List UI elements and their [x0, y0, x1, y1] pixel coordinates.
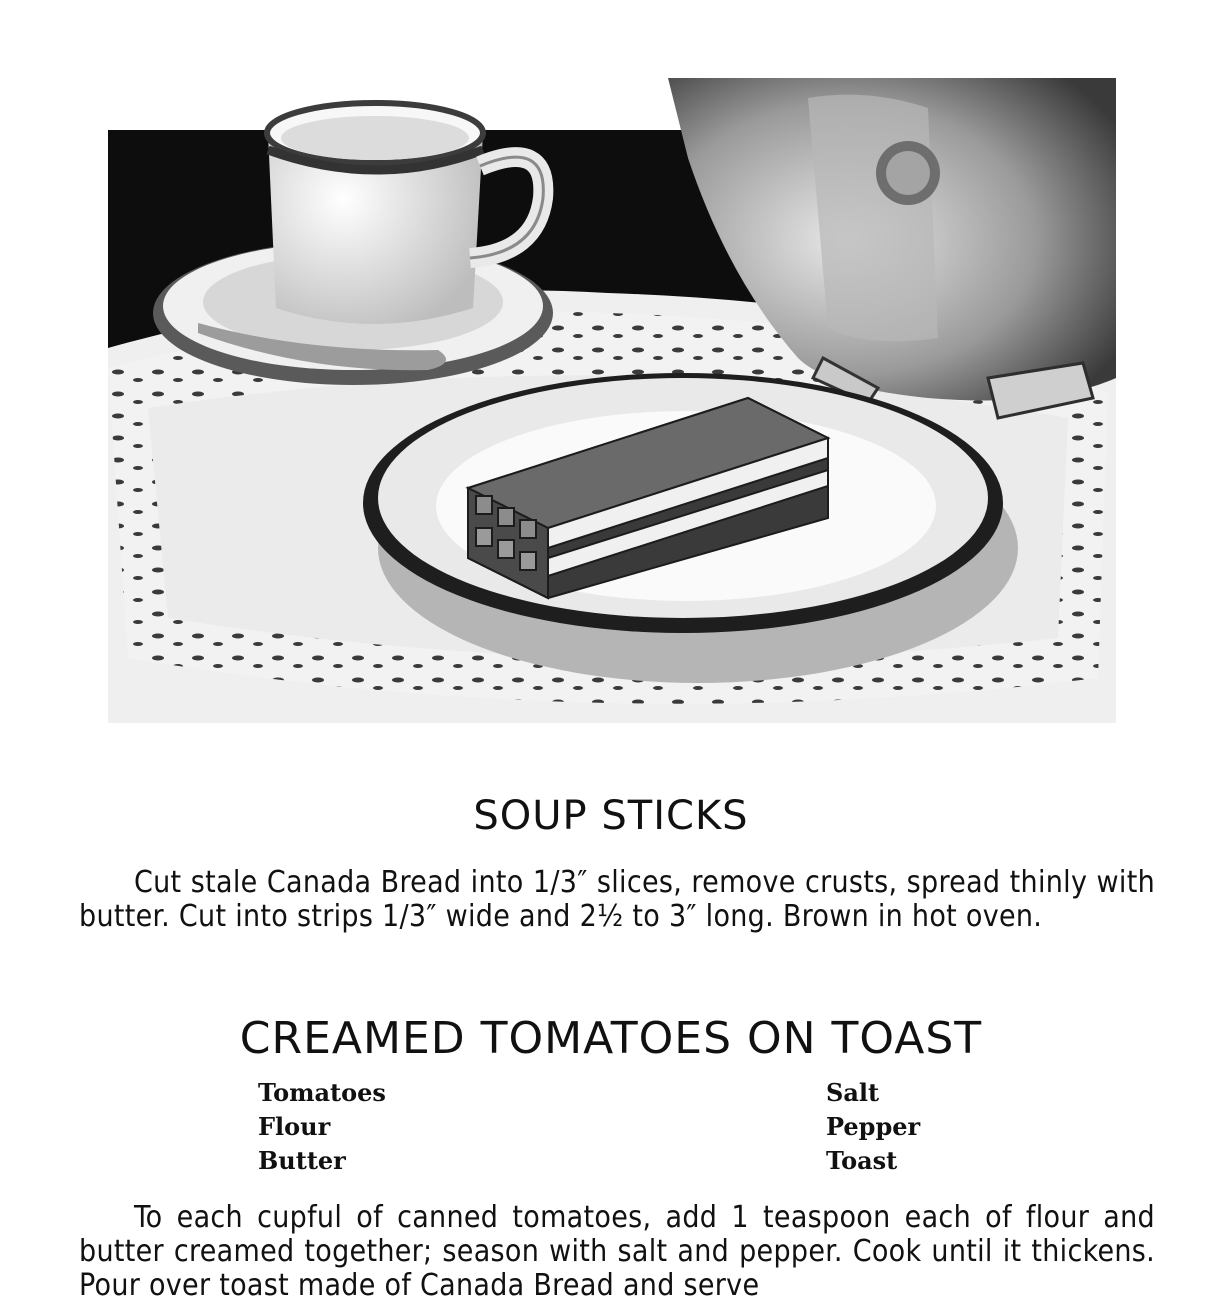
recipe-body-creamed-tomatoes: To each cupful of canned tomatoes, add 1 teaspoon each of flour and butter creamed together; season with salt and pepper. Cook until it thickens. Pour over toast made of Canada Bread and serve: [79, 1200, 1155, 1303]
ingredient-item: Toast: [826, 1146, 898, 1175]
ingredients-list-right: [826, 1076, 920, 1178]
recipe-photo: [108, 78, 1116, 723]
recipe-title-creamed-tomatoes: CREAMED TOMATOES ON TOAST: [239, 1013, 983, 1064]
ingredient-item: Tomatoes: [258, 1078, 386, 1107]
recipe-body-soup-sticks: Cut stale Canada Bread into 1/3″ slices, remove crusts, spread thinly with butter. Cut into strips 1/3″ wide and 2½ to 3″ long. Brown in hot oven.: [79, 865, 1155, 934]
ingredient-item: Salt: [826, 1078, 880, 1107]
ingredient-item: Pepper: [826, 1112, 921, 1141]
ingredient-item: Flour: [258, 1112, 331, 1141]
recipe-title-soup-sticks: SOUP STICKS: [473, 793, 749, 839]
ingredients-list-left: [258, 1076, 386, 1178]
ingredient-item: Butter: [258, 1146, 346, 1175]
